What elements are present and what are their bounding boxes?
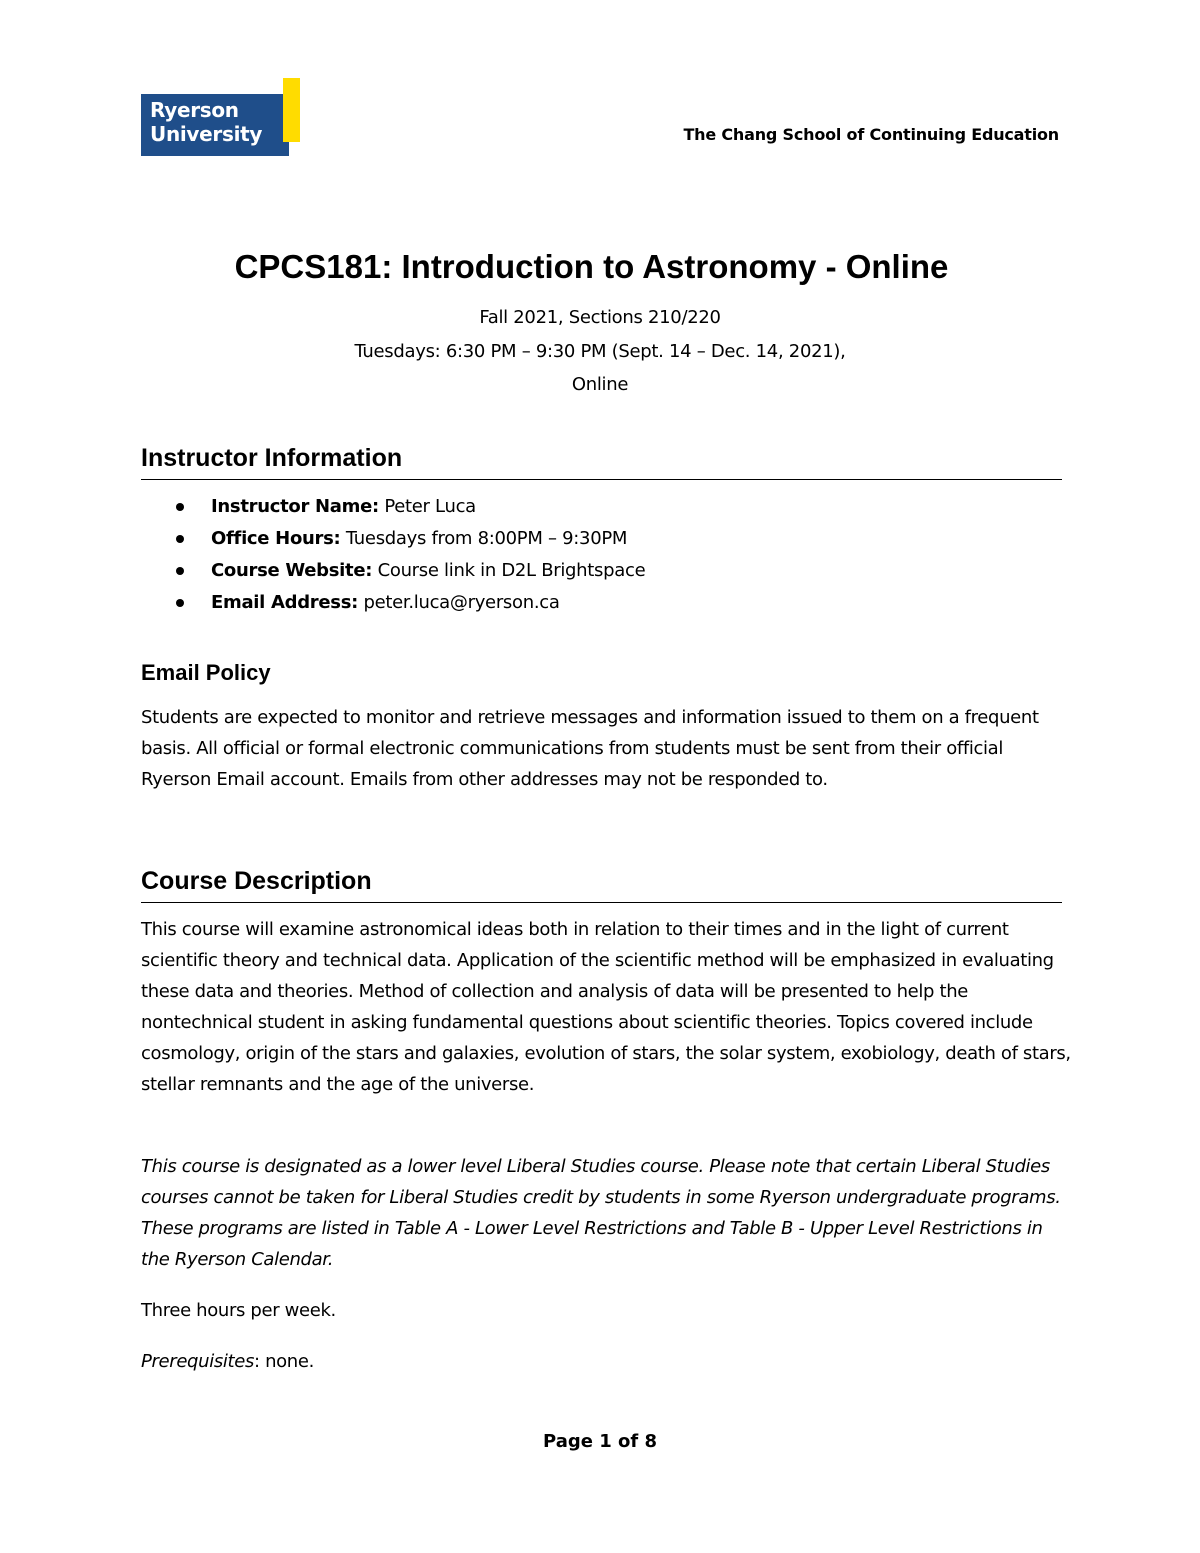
instructor-list bbox=[141, 493, 645, 621]
email-address-value: peter.luca@ryerson.ca bbox=[363, 592, 560, 613]
prerequisites bbox=[141, 1346, 1071, 1377]
hours-per-week: Three hours per week. bbox=[141, 1300, 336, 1321]
prerequisites-value: : none. bbox=[253, 1351, 314, 1372]
logo-yellow-bar bbox=[283, 78, 300, 142]
office-hours-value: Tuesdays from 8:00PM – 9:30PM bbox=[345, 528, 628, 549]
instructor-name-value: Peter Luca bbox=[384, 496, 476, 517]
bullet-icon bbox=[176, 567, 184, 575]
course-schedule: Tuesdays: 6:30 PM – 9:30 PM (Sept. 14 – Dec. 14, 2021), bbox=[354, 341, 846, 362]
school-name: The Chang School of Continuing Education bbox=[683, 125, 1059, 144]
page-number: Page 1 of 8 bbox=[543, 1431, 657, 1452]
course-description-text: This course will examine astronomical ideas both in relation to their times and in the light of current scientific theory and technical data. Application of the scientific method will be emphasized in evaluating these data and theories. Method of collection and analysis of data will be presented to help the nontechnical student in asking fundamental questions about scientific theories. Topics covered include cosmology, origin of the stars and galaxies, evolution of stars, the solar system, exobiology, death of stars, stellar remnants and the age of the universe. bbox=[141, 919, 1071, 1095]
bullet-icon bbox=[176, 535, 184, 543]
list-item bbox=[141, 589, 645, 621]
course-term: Fall 2021, Sections 210/220 bbox=[479, 307, 721, 328]
logo-text-line2: University bbox=[150, 122, 263, 146]
instructor-name-label: Instructor Name: bbox=[211, 496, 379, 517]
email-address-label: Email Address: bbox=[211, 592, 359, 613]
bullet-icon bbox=[176, 599, 184, 607]
course-title: CPCS181: Introduction to Astronomy - Online bbox=[234, 248, 949, 285]
course-website-value: Course link in D2L Brightspace bbox=[377, 560, 646, 581]
course-delivery: Online bbox=[571, 374, 629, 395]
office-hours-label: Office Hours: bbox=[211, 528, 341, 549]
bullet-icon bbox=[176, 503, 184, 511]
list-item bbox=[141, 493, 645, 525]
liberal-studies-note: This course is designated as a lower level Liberal Studies course. Please note that certain Liberal Studies courses cannot be taken for Liberal Studies credit by students in some Ryerson undergraduate programs. These programs are listed in Table A - Lower Level Restrictions and Table B - Upper Level Restrictions in the Ryerson Calendar. bbox=[141, 1156, 1061, 1270]
list-item bbox=[141, 557, 645, 589]
email-policy-text: Students are expected to monitor and retrieve messages and information issued to them on a frequent basis. All official or formal electronic communications from students must be sent from their official Ryerson Email account. Emails from other addresses may not be responded to. bbox=[141, 707, 1039, 790]
prerequisites-label: Prerequisites bbox=[141, 1351, 254, 1372]
course-website-label: Course Website: bbox=[211, 560, 373, 581]
logo-text-line1: Ryerson bbox=[150, 98, 239, 122]
course-description-heading: Course Description bbox=[141, 867, 1062, 903]
ryerson-logo bbox=[141, 78, 301, 158]
instructor-heading: Instructor Information bbox=[141, 444, 1062, 480]
list-item bbox=[141, 525, 645, 557]
email-policy-heading: Email Policy bbox=[141, 660, 271, 685]
